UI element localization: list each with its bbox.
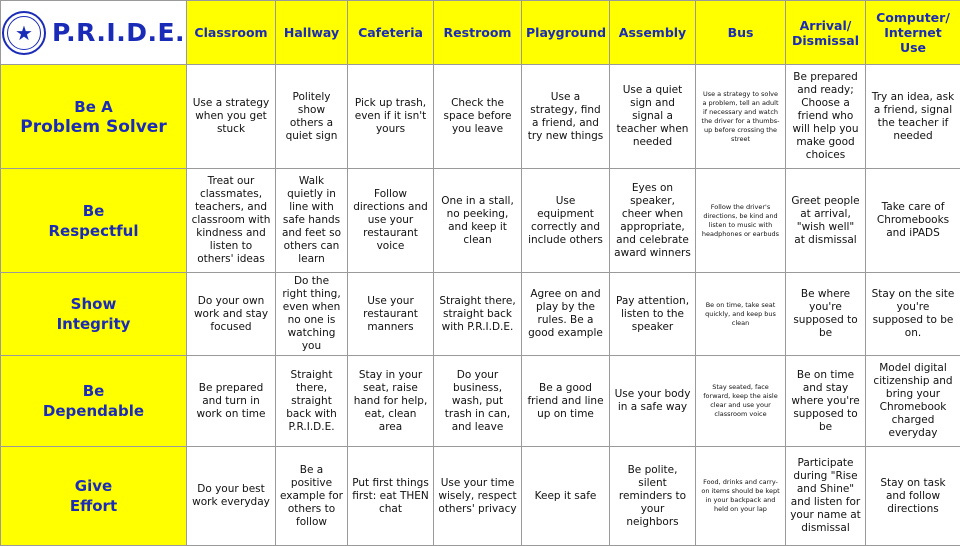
row-label-top: Be A	[74, 98, 112, 116]
table-row	[1, 65, 960, 169]
table-row	[1, 273, 960, 356]
table-cell: Follow the driver's directions, be kind and listen to music with headphones or earbuds	[696, 169, 786, 273]
table-cell: Use your restaurant manners	[348, 273, 434, 356]
table-row	[1, 356, 960, 447]
table-cell: Food, drinks and carry-on items should be kept in your backpack and held on your lap	[696, 447, 786, 546]
header-row	[1, 1, 960, 65]
row-label-top: Give	[75, 477, 112, 495]
table-cell: Be a positive example for others to follow	[276, 447, 348, 546]
column-header-arrival-dismissal: Arrival/ Dismissal	[786, 1, 866, 65]
table-cell: Eyes on speaker, cheer when appropriate, and celebrate award winners	[610, 169, 696, 273]
table-cell: Do your best work everyday	[187, 447, 276, 546]
table-cell: Try an idea, ask a friend, signal the teacher if needed	[866, 65, 960, 169]
table-cell: Be on time and stay where you're supposed to be	[786, 356, 866, 447]
row-label-bottom: Effort	[70, 497, 117, 515]
row-header-problem-solver	[1, 65, 187, 169]
table-cell: Stay on the site you're supposed to be on.	[866, 273, 960, 356]
row-label-bottom: Respectful	[49, 222, 139, 240]
column-header-playground: Playground	[522, 1, 610, 65]
table-cell: Pick up trash, even if it isn't yours	[348, 65, 434, 169]
table-cell: Be where you're supposed to be	[786, 273, 866, 356]
table-cell: Follow directions and use your restaurant voice	[348, 169, 434, 273]
table-cell: Use equipment correctly and include others	[522, 169, 610, 273]
table-cell: Stay seated, face forward, keep the aisle clear and use your classroom voice	[696, 356, 786, 447]
column-header-hallway: Hallway	[276, 1, 348, 65]
table-cell: Walk quietly in line with safe hands and feet so others can learn	[276, 169, 348, 273]
row-label-bottom: Integrity	[57, 315, 131, 333]
row-label-top: Show	[71, 295, 117, 313]
table-cell: Be polite, silent reminders to your neighbors	[610, 447, 696, 546]
table-cell: Use a quiet sign and signal a teacher when needed	[610, 65, 696, 169]
row-header-dependable	[1, 356, 187, 447]
table-cell: Be on time, take seat quickly, and keep bus clean	[696, 273, 786, 356]
page-title: P.R.I.D.E.	[52, 25, 185, 40]
table-cell: Agree on and play by the rules. Be a good example	[522, 273, 610, 356]
table-cell: Straight there, straight back with P.R.I.D.E.	[434, 273, 522, 356]
table-cell: Pay attention, listen to the speaker	[610, 273, 696, 356]
table-cell: Do your business, wash, put trash in can, and leave	[434, 356, 522, 447]
table-cell: Use your body in a safe way	[610, 356, 696, 447]
table-cell: Be a good friend and line up on time	[522, 356, 610, 447]
column-header-cafeteria: Cafeteria	[348, 1, 434, 65]
table-cell: Participate during "Rise and Shine" and listen for your name at dismissal	[786, 447, 866, 546]
title-cell	[1, 1, 187, 65]
table-cell: Straight there, straight back with P.R.I.D.E.	[276, 356, 348, 447]
column-header-assembly: Assembly	[610, 1, 696, 65]
table-cell: One in a stall, no peeking, and keep it clean	[434, 169, 522, 273]
star-seal-icon: ★	[2, 11, 46, 55]
table-cell: Greet people at arrival, "wish well" at dismissal	[786, 169, 866, 273]
table-cell: Model digital citizenship and bring your Chromebook charged everyday	[866, 356, 960, 447]
table-cell: Use your time wisely, respect others' privacy	[434, 447, 522, 546]
row-header-respectful	[1, 169, 187, 273]
table-row	[1, 447, 960, 546]
row-label-bottom: Problem Solver	[5, 117, 182, 137]
table-cell: Be prepared and turn in work on time	[187, 356, 276, 447]
row-header-integrity	[1, 273, 187, 356]
table-cell: Check the space before you leave	[434, 65, 522, 169]
row-header-effort	[1, 447, 187, 546]
column-header-restroom: Restroom	[434, 1, 522, 65]
row-label-top: Be	[83, 382, 105, 400]
table-cell: Stay in your seat, raise hand for help, eat, clean area	[348, 356, 434, 447]
column-header-computer-internet: Computer/ Internet Use	[866, 1, 960, 65]
row-label-bottom: Dependable	[43, 402, 144, 420]
column-header-classroom: Classroom	[187, 1, 276, 65]
column-header-bus: Bus	[696, 1, 786, 65]
table-cell: Be prepared and ready; Choose a friend who will help you make good choices	[786, 65, 866, 169]
table-cell: Put first things first: eat THEN chat	[348, 447, 434, 546]
table-row	[1, 169, 960, 273]
table-cell: Take care of Chromebooks and iPADS	[866, 169, 960, 273]
table-cell: Politely show others a quiet sign	[276, 65, 348, 169]
table-cell: Treat our classmates, teachers, and classroom with kindness and listen to others' ideas	[187, 169, 276, 273]
table-cell: Use a strategy, find a friend, and try new things	[522, 65, 610, 169]
table-cell: Do your own work and stay focused	[187, 273, 276, 356]
table-cell: Keep it safe	[522, 447, 610, 546]
row-label-top: Be	[83, 202, 105, 220]
table-cell: Stay on task and follow directions	[866, 447, 960, 546]
table-cell: Use a strategy to solve a problem, tell an adult if necessary and watch the driver for a thumbs-up before crossing the street	[696, 65, 786, 169]
table-cell: Do the right thing, even when no one is watching you	[276, 273, 348, 356]
table-cell: Use a strategy when you get stuck	[187, 65, 276, 169]
